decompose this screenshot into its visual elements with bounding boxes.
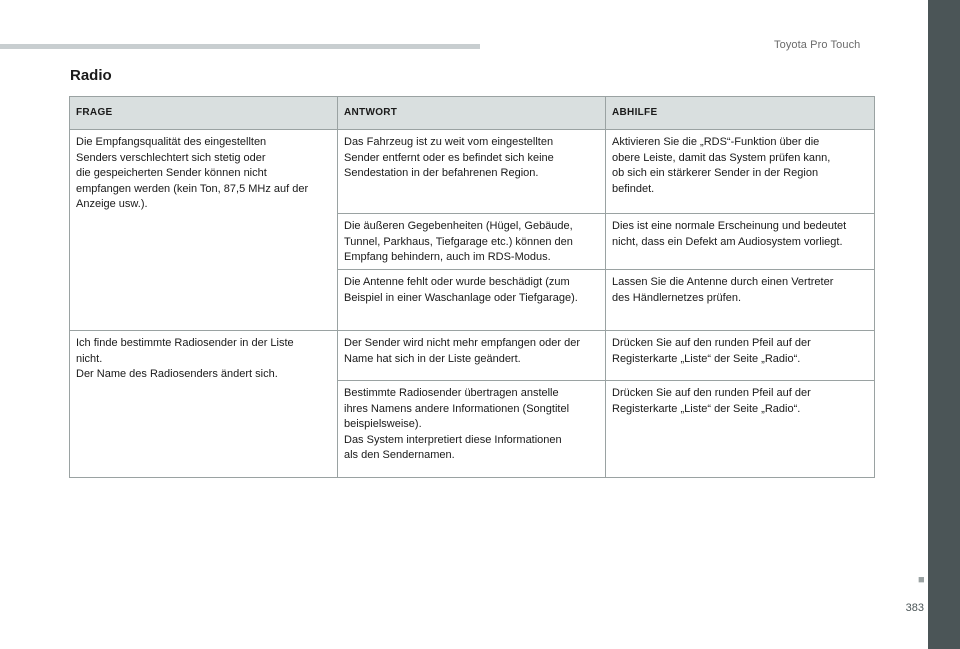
remedy-cell: Drücken Sie auf den runden Pfeil auf der Registerkarte „Liste“ der Seite „Radio“. (606, 331, 875, 381)
question-cell: Die Empfangsqualität des eingestellten Senders verschlechtert sich stetig oder die gespeicherten Sender können nicht empfangen werden (kein Ton, 87,5 MHz auf der Anzeige usw.). (70, 130, 338, 331)
remedy-cell: Lassen Sie die Antenne durch einen Vertreter des Händlernetzes prüfen. (606, 270, 875, 331)
column-header-answer: ANTWORT (338, 97, 606, 130)
remedy-cell: Aktivieren Sie die „RDS“-Funktion über die obere Leiste, damit das System prüfen kann, ob sich ein stärkerer Sender in der Region befindet. (606, 130, 875, 214)
answer-cell: Die äußeren Gegebenheiten (Hügel, Gebäude, Tunnel, Parkhaus, Tiefgarage etc.) können den Empfang behindern, auch im RDS-Modus. (338, 214, 606, 270)
remedy-cell: Drücken Sie auf den runden Pfeil auf der Registerkarte „Liste“ der Seite „Radio“. (606, 381, 875, 478)
answer-cell: Das Fahrzeug ist zu weit vom eingestellten Sender entfernt oder es befindet sich keine Sendestation in der befahrenen Region. (338, 130, 606, 214)
answer-cell: Bestimmte Radiosender übertragen anstelle ihres Namens andere Informationen (Songtitel beispielsweise). Das System interpretiert diese Informationen als den Sendernamen. (338, 381, 606, 478)
column-header-question: FRAGE (70, 97, 338, 130)
table-row (70, 331, 875, 381)
side-tab-bar (928, 0, 960, 649)
faq-table (69, 96, 875, 478)
header-title: Toyota Pro Touch (774, 39, 861, 51)
table-header-row (70, 97, 875, 130)
answer-cell: Die Antenne fehlt oder wurde beschädigt (zum Beispiel in einer Waschanlage oder Tiefgarage). (338, 270, 606, 331)
continuation-marker: ■ (918, 574, 925, 586)
page-number: 383 (905, 602, 924, 614)
question-cell: Ich finde bestimmte Radiosender in der Liste nicht. Der Name des Radiosenders ändert sich. (70, 331, 338, 478)
answer-cell: Der Sender wird nicht mehr empfangen oder der Name hat sich in der Liste geändert. (338, 331, 606, 381)
table-row (70, 130, 875, 214)
section-title: Radio (70, 67, 112, 84)
header-rule (0, 44, 480, 49)
remedy-cell: Dies ist eine normale Erscheinung und bedeutet nicht, dass ein Defekt am Audiosystem vorliegt. (606, 214, 875, 270)
column-header-remedy: ABHILFE (606, 97, 875, 130)
